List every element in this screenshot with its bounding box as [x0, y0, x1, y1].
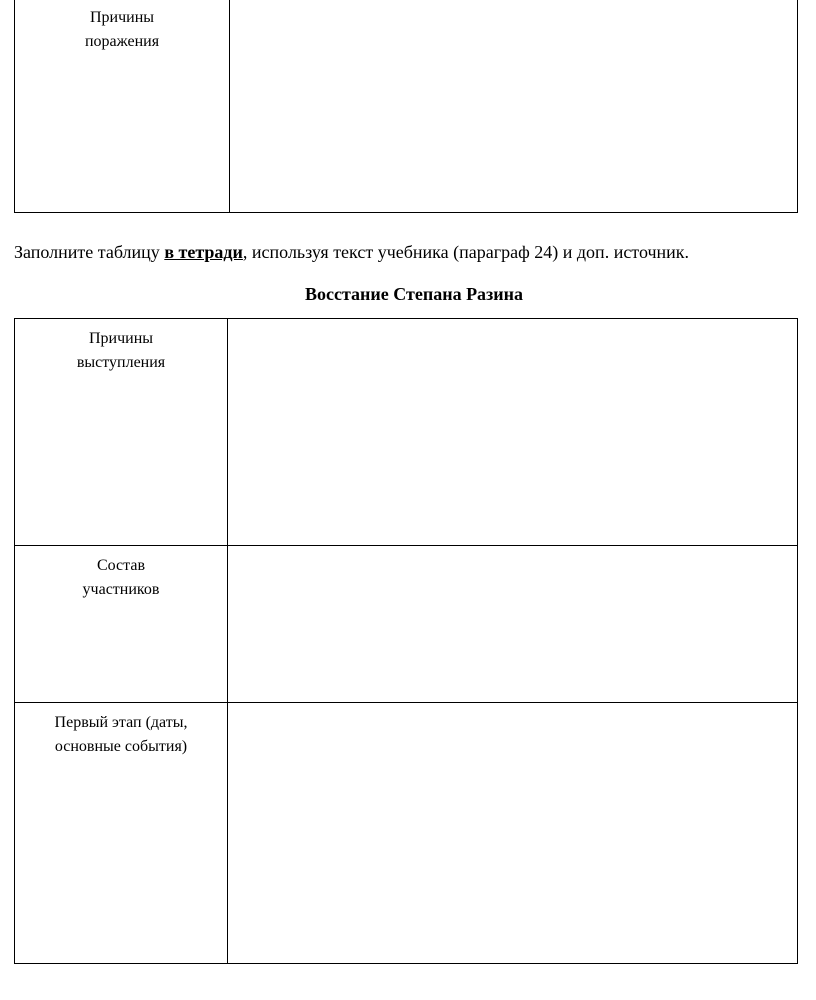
answer-cell[interactable] — [228, 546, 798, 703]
defeat-reasons-table — [14, 0, 798, 213]
row-label-cell — [15, 703, 228, 964]
row-label: Причины поражения — [84, 9, 160, 50]
row-label: Состав участников — [82, 557, 160, 598]
row-label-cell — [15, 546, 228, 703]
row-label: Первый этап (даты, основные события) — [54, 714, 188, 755]
answer-cell[interactable] — [228, 319, 798, 546]
answer-cell[interactable] — [230, 0, 798, 212]
instruction-before: Заполните таблицу — [14, 242, 165, 262]
instruction-after: , используя текст учебника (параграф 24) и доп. источник. — [242, 242, 690, 262]
table-row — [15, 703, 798, 964]
instruction-emphasis: в тетради — [164, 242, 243, 262]
row-label: Причины выступления — [76, 330, 166, 371]
instruction-text — [14, 240, 814, 264]
row-label-cell — [15, 319, 228, 546]
table-row — [15, 0, 798, 212]
table-row — [15, 319, 798, 546]
row-label-cell — [15, 0, 230, 212]
table-title: Восстание Степана Разина — [304, 284, 524, 304]
razin-uprising-table — [14, 318, 798, 964]
table-row — [15, 546, 798, 703]
answer-cell[interactable] — [228, 703, 798, 964]
